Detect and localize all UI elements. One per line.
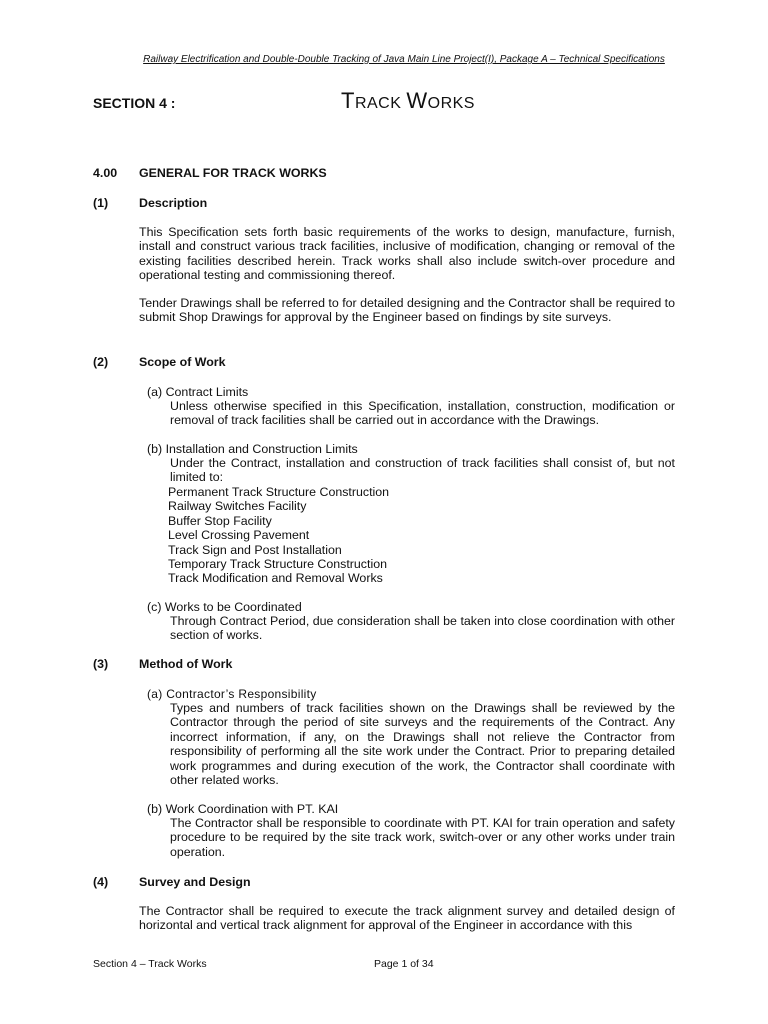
section-title: TRACK WORKS	[341, 88, 475, 113]
list-item: Permanent Track Structure Construction	[168, 485, 390, 499]
item-label: (b) Work Coordination with PT. KAI	[147, 802, 339, 816]
item-label: (b) Installation and Construction Limits	[147, 442, 358, 456]
subclause-number: (4)	[93, 875, 109, 889]
paragraph: Tender Drawings shall be referred to for detailed designing and the Contractor shall be required to submit Shop Drawings for approval by the Engineer based on findings by site surveys.	[139, 296, 675, 325]
subclause-heading: Survey and Design	[139, 875, 251, 889]
footer-page-number: Page 1 of 34	[374, 958, 434, 970]
subclause-heading: Method of Work	[139, 657, 233, 671]
footer-section: Section 4 – Track Works	[93, 958, 207, 970]
running-header: Railway Electrification and Double-Double Tracking of Java Main Line Project(I), Package A – Technical Specifications	[143, 54, 665, 65]
list-item: Railway Switches Facility	[168, 499, 307, 514]
item-text: The Contractor shall be responsible to coordinate with PT. KAI for train operation and safety procedure to be required by the site track work, switch-over or any other works under train operation.	[170, 816, 675, 859]
subclause-number: (3)	[93, 657, 109, 671]
item-text: Through Contract Period, due consideration shall be taken into close coordination with other section of works.	[170, 614, 675, 643]
clause-number: 4.00	[93, 166, 118, 180]
subclause-heading: Description	[139, 196, 208, 210]
paragraph: This Specification sets forth basic requirements of the works to design, manufacture, furnish, install and construct various track facilities, inclusive of modification, changing or removal of the existing facilities described herein. Track works shall also include switch-over procedure and operational testing and commissioning thereof.	[139, 225, 675, 283]
scope-list	[168, 485, 389, 586]
clause-heading: GENERAL FOR TRACK WORKS	[139, 166, 327, 180]
item-label: (a) Contract Limits	[147, 385, 249, 399]
subclause-heading: Scope of Work	[139, 355, 226, 369]
subclause-number: (1)	[93, 196, 109, 210]
list-item: Track Modification and Removal Works	[168, 571, 383, 586]
list-item: Buffer Stop Facility	[168, 513, 272, 528]
item-label: (a) Contractor’s Responsibility	[147, 687, 317, 701]
list-item: Track Sign and Post Installation	[168, 542, 342, 557]
paragraph: The Contractor shall be required to execute the track alignment survey and detailed design of horizontal and vertical track alignment for approval of the Engineer in accordance with this	[139, 904, 675, 933]
item-label: (c) Works to be Coordinated	[147, 600, 302, 614]
item-text: Unless otherwise specified in this Specification, installation, construction, modification or removal of track facilities shall be carried out in accordance with the Drawings.	[170, 399, 675, 428]
item-text: Under the Contract, installation and construction of track facilities shall consist of, but not limited to:	[170, 456, 675, 485]
item-text: Types and numbers of track facilities shown on the Drawings shall be reviewed by the Contractor through the period of site surveys and the requirements of the Contract. Any incorrect information, if any, on the Drawings shall not relieve the Contractor from responsibility of performing all the site work under the Contract. Prior to preparing detailed work programmes and during execution of the work, the Contractor shall coordinate with other related works.	[170, 701, 675, 788]
list-item: Level Crossing Pavement	[168, 528, 310, 543]
subclause-number: (2)	[93, 355, 109, 369]
section-label: SECTION 4 :	[93, 95, 176, 111]
list-item: Temporary Track Structure Construction	[168, 557, 387, 572]
